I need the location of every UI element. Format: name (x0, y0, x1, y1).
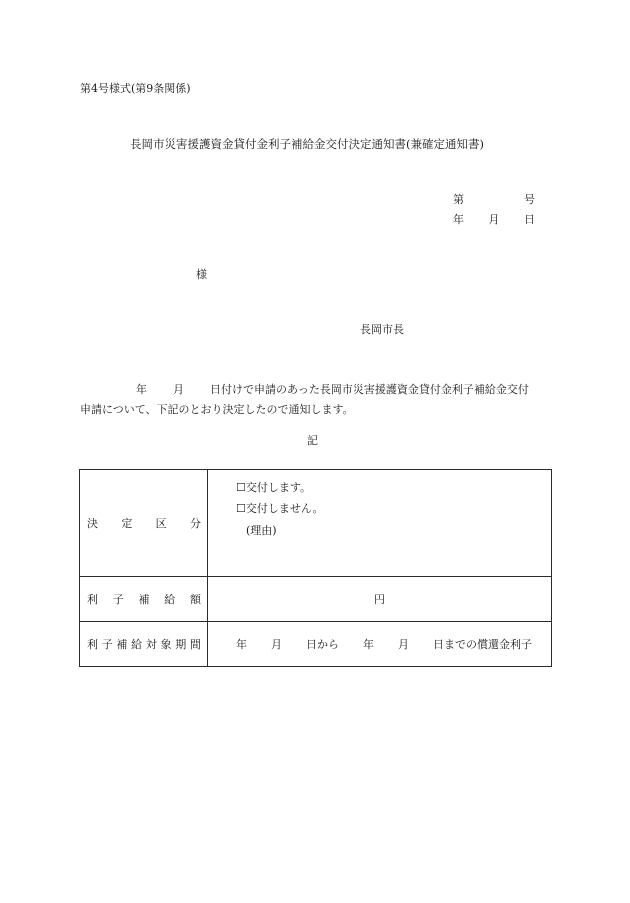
issue-date (453, 214, 535, 225)
ki-heading: 記 (307, 434, 318, 447)
decision-options-cell (208, 470, 552, 577)
date-day: 日 (524, 213, 535, 226)
body-year: 年 (136, 383, 147, 396)
notice-body (80, 380, 555, 420)
option-grant-checkbox[interactable]: ☐交付します。 (236, 481, 311, 494)
period-label-char: 期 (175, 638, 187, 651)
amount-label-char: 給 (164, 593, 176, 606)
period-label-char: 給 (131, 638, 143, 651)
date-year: 年 (453, 213, 464, 226)
amount-label-cell (80, 577, 208, 622)
body-line1-rest: 日付けで申請のあった長岡市災害援護資金貸付金利子補給金交付 (210, 383, 529, 396)
addressee: 様 (196, 268, 207, 281)
notice-body-line1 (80, 380, 555, 400)
amount-label-char: 補 (138, 593, 150, 606)
period-label-char: 対 (145, 638, 157, 651)
amount-label-char: 利 (87, 593, 98, 606)
doc-number-gou: 号 (524, 193, 535, 206)
amount-label-char: 子 (112, 593, 124, 606)
document-title: 長岡市災害援護資金貸付金利子補給金交付決定通知書(兼確定通知書) (130, 137, 484, 151)
sender: 長岡市長 (360, 323, 404, 336)
amount-row (80, 577, 552, 622)
period-row (80, 622, 552, 667)
date-month: 月 (488, 213, 500, 226)
period-label (80, 636, 207, 652)
period-value-cell (208, 622, 552, 667)
period-end-year: 年 (363, 638, 374, 651)
period-start-day: 日から (306, 638, 339, 651)
period-start-year: 年 (236, 638, 247, 651)
period-label-char: 子 (101, 638, 113, 651)
amount-label-char: 額 (190, 593, 201, 606)
reason-label: (理由) (246, 524, 277, 537)
amount-label (80, 591, 207, 607)
decision-label-char: 区 (155, 517, 167, 530)
period-label-char: 間 (189, 638, 201, 651)
period-label-char: 補 (116, 638, 128, 651)
period-label-char: 象 (160, 638, 172, 651)
period-label-cell (80, 622, 208, 667)
decision-label-cell (80, 470, 208, 577)
period-start-month: 月 (271, 638, 282, 651)
amount-value-cell (208, 577, 552, 622)
decision-label-char: 決 (87, 517, 98, 530)
period-end-day: 日までの償還金利子 (433, 638, 532, 651)
amount-unit: 円 (374, 593, 385, 606)
decision-row (80, 470, 552, 577)
decision-label (80, 515, 207, 531)
decision-label-char: 分 (189, 517, 201, 530)
document-number (453, 194, 535, 205)
decision-label-char: 定 (121, 517, 133, 530)
decision-table (79, 469, 552, 667)
doc-number-dai: 第 (453, 193, 464, 206)
notice-body-line2: 申請について、下記のとおり決定したので通知します。 (80, 403, 354, 416)
form-number: 第4号様式(第9条関係) (80, 82, 191, 95)
period-end-month: 月 (398, 638, 409, 651)
body-month: 月 (173, 383, 184, 396)
option-no-grant-checkbox[interactable]: ☐交付しません。 (236, 502, 324, 515)
period-label-char: 利 (87, 638, 98, 651)
